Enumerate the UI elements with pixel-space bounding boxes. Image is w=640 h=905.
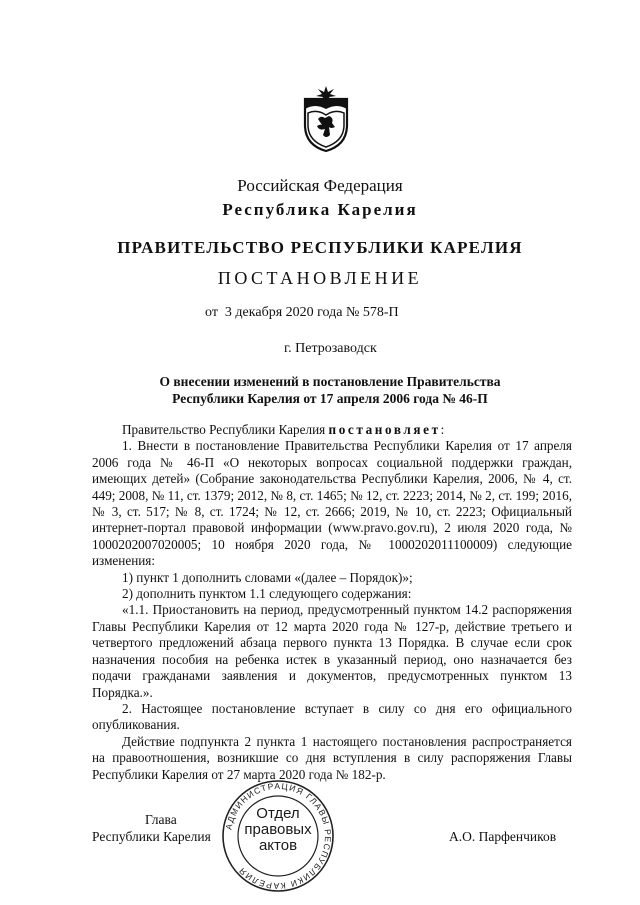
signatory-post-line1: Глава	[145, 812, 177, 827]
intro-text: Правительство Республики Карелия	[122, 422, 329, 437]
signatory-post-line2: Республики Карелия	[92, 829, 211, 844]
quoted-clause-1-1: «1.1. Приостановить на период, предусмотренный пунктом 14.2 распоряжения Главы Республики Карелия от 12 марта 2020 года № 127-р, действие третьего и четвертого предложений абзаца первого пункта 13 Порядка. В случае если срок назначения пособия на ребенка истек в указанный период, оно назначается без подачи гражданами заявления и документов, предусмотренных пунктом 13 Порядка.».	[92, 602, 572, 700]
paragraph-2: 2. Настоящее постановление вступает в силу со дня его официального опубликования.	[92, 700, 572, 733]
intro-colon: :	[440, 422, 445, 437]
decree-city: г. Петрозаводск	[284, 341, 377, 356]
stamp-line: правовых	[244, 821, 312, 838]
decree-title-line: О внесении изменений в постановление Правительства	[159, 374, 501, 389]
intro-decree-word: постановляет	[328, 422, 441, 437]
karelia-coat-of-arms-icon	[301, 85, 351, 153]
republic-name: Республика Карелия	[222, 200, 418, 219]
decree-title	[130, 373, 530, 407]
stamp-ring-text: АДМИНИСТРАЦИЯ ГЛАВЫ РЕСПУБЛИКИ КАРЕЛИЯ	[223, 780, 334, 892]
subparagraph-1-1: 1) пункт 1 дополнить словами «(далее – Порядок)»;	[122, 569, 413, 585]
decree-date-number: от 3 декабря 2020 года № 578-П	[205, 305, 399, 320]
decree-body	[92, 422, 572, 783]
paragraph-3: Действие подпункта 2 пункта 1 настоящего постановления распространяется на правоотношения, возникшие со дня вступления в силу распоряжения Главы Республики Карелия от 27 марта 2020 года № 182-р.	[92, 733, 572, 782]
country-name: Российская Федерация	[237, 176, 403, 195]
stamp-line: Отдел	[256, 805, 300, 822]
decree-title-line: Республики Карелия от 17 апреля 2006 года № 46-П	[172, 391, 488, 406]
decree-intro	[92, 422, 572, 438]
paragraph-1: 1. Внести в постановление Правительства Республики Карелия от 17 апреля 2006 года № 46-П «О некоторых вопросах социальной поддержки граждан, имеющих детей» (Собрание законодательства Республики Карелия, 2006, № 4, ст. 449; 2008, № 11, ст. 1379; 2012, № 8, ст. 1465; № 12, ст. 2223; 2014, № 2, ст. 199; 2016, № 3, ст. 517; № 8, ст. 1724; № 12, ст. 2666; 2019, № 10, ст. 2223; Официальный интернет-портал правовой информации (www.pravo.gov.ru), 2 июля 2020 года, № 1000202007020005; 10 ноября 2020 года, № 1000202011100009) следующие изменения:	[92, 438, 572, 569]
document-type: ПОСТАНОВЛЕНИЕ	[217, 268, 423, 288]
stamp-inner-text	[220, 806, 336, 854]
subparagraph-1-2: 2) дополнить пунктом 1.1 следующего содержания:	[122, 586, 412, 602]
government-name: ПРАВИТЕЛЬСТВО РЕСПУБЛИКИ КАРЕЛИЯ	[117, 238, 523, 257]
stamp-line: актов	[258, 837, 298, 854]
signatory-name: А.О. Парфенчиков	[449, 829, 557, 844]
